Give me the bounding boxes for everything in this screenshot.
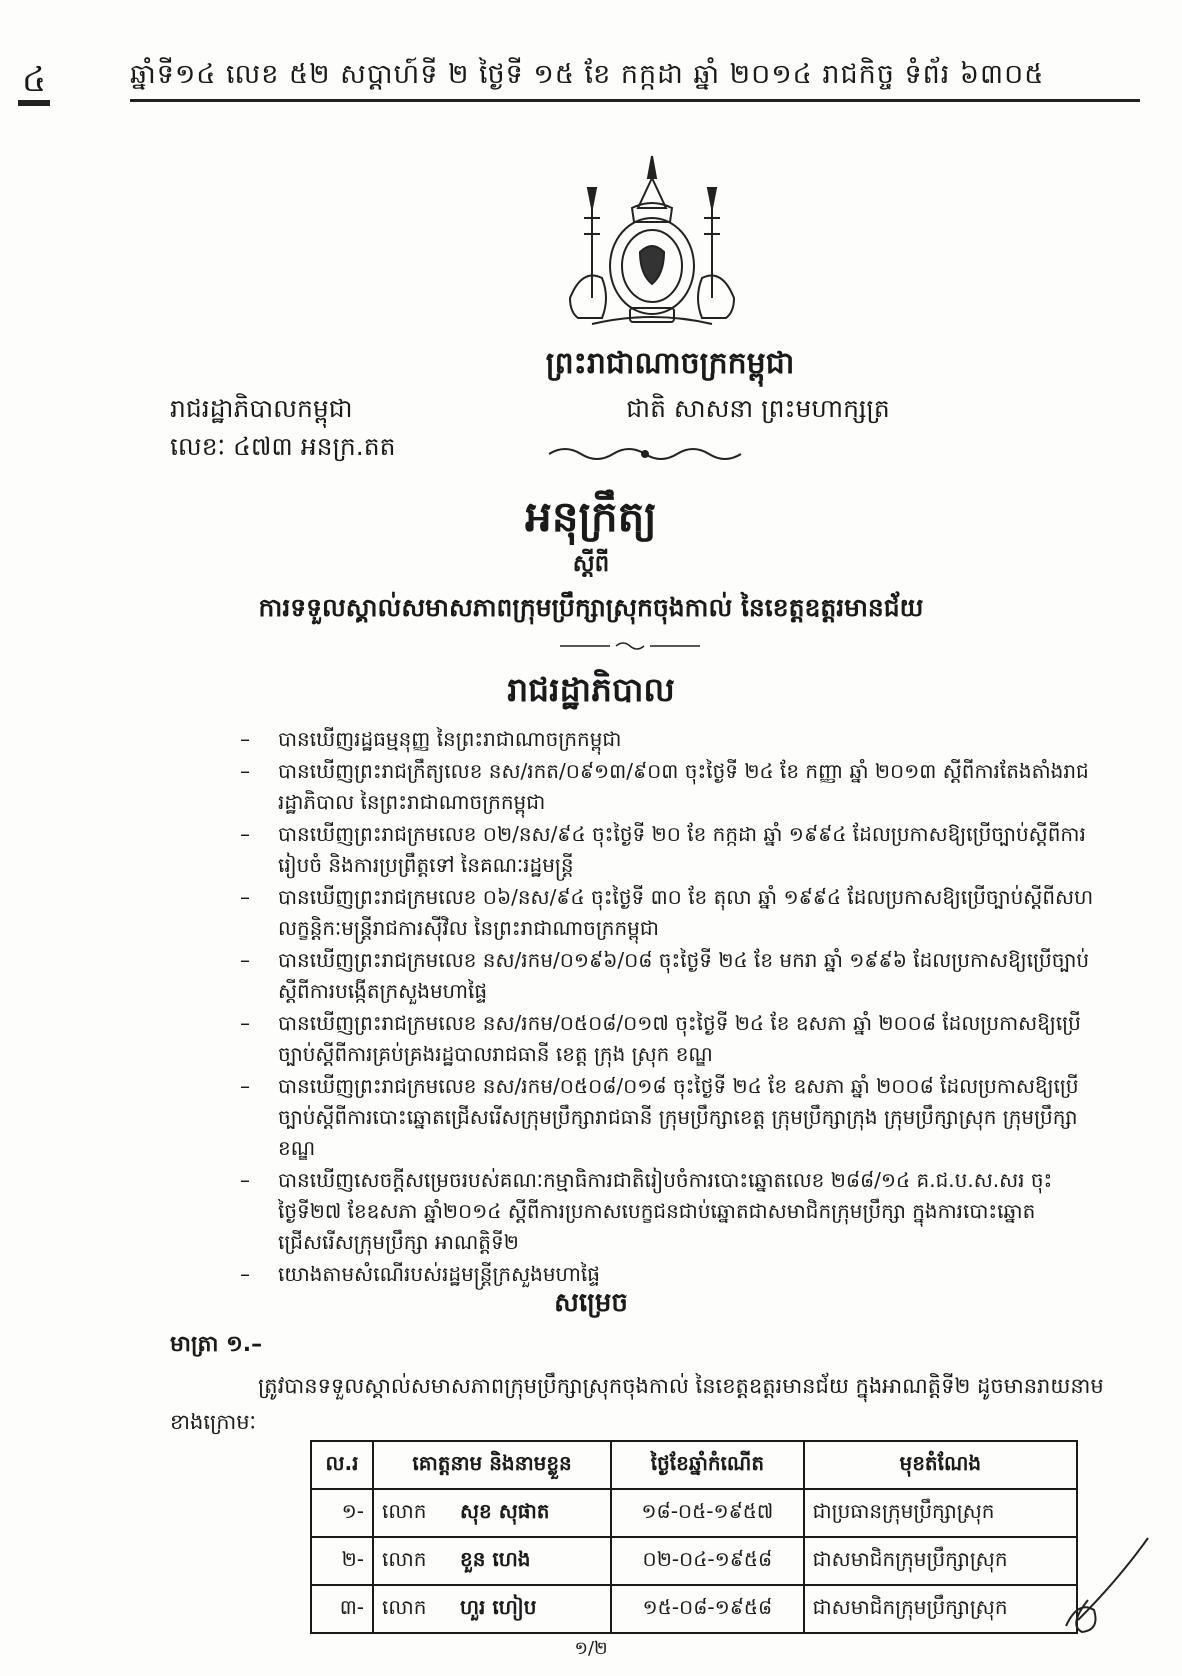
cell-role: ជាសមាជិកក្រុមប្រឹក្សាស្រុក: [804, 1585, 1077, 1633]
header-rule: [130, 99, 1140, 102]
members-table: [310, 1440, 1078, 1634]
decision-heading: សម្រេច: [554, 1288, 628, 1318]
cell-no: ៣-: [311, 1585, 373, 1633]
preamble-clause: – បានឃើញព្រះរាជក្រមលេខ ០២/នស/៩៤ ចុះថ្ងៃទី ២០ ខែ កក្កដា ឆ្នាំ ១៩៩៤ ដែលប្រកាសឱ្យប្រើច្បាប់ស្តីពីការរៀបចំ និងការប្រព្រឹត្តទៅ នៃគណៈរដ្ឋមន្ត្រី: [240, 822, 1086, 877]
page-marker-bar: [18, 100, 50, 106]
cell-no: ១-: [311, 1489, 373, 1537]
table-row: [311, 1585, 1077, 1633]
preamble-clause: – បានឃើញព្រះរាជក្រមលេខ ០៦/នស/៩៤ ចុះថ្ងៃទី ៣០ ខែ តុលា ឆ្នាំ ១៩៩៤ ដែលប្រកាសឱ្យប្រើច្បាប់ស្តីពីសហលក្ខន្តិកៈមន្ត្រីរាជការស៊ីវិល នៃព្រះរាជាណាចក្រកម្ពុជា: [240, 885, 1094, 940]
document-about: ស្តីពី: [572, 551, 610, 577]
cell-dob: ១៥-០៨-១៩៥៨: [611, 1585, 803, 1633]
preamble-clause: – យោងតាមសំណើរបស់រដ្ឋមន្ត្រីក្រសួងមហាផ្ទៃ: [240, 1262, 600, 1286]
article-text: ត្រូវបានទទួលស្គាល់សមាសភាពក្រុមប្រឹក្សាស្រុកចុងកាល់ នៃខេត្តឧត្តរមានជ័យ ក្នុងអាណត្តិទី២ ដូចមានរាយនាមខាងក្រោមៈ: [170, 1374, 1104, 1434]
article-label: មាត្រា ១.–: [170, 1332, 263, 1357]
reference-number: លេខៈ ៤៧៣ អនក្រ.តត: [170, 432, 396, 461]
cell-dob: ០២-០៤-១៩៥៨: [611, 1537, 803, 1585]
gazette-header: ឆ្នាំទី១៤ លេខ ៥២ សប្តាហ៍ទី ២ ថ្ងៃទី ១៥ ខែ កក្កដា ឆ្នាំ ២០១៤ រាជកិច្ច ទំព័រ ៦៣០៥: [130, 59, 1045, 90]
ornament-divider: [545, 440, 745, 466]
preamble-clause: – បានឃើញសេចក្តីសម្រេចរបស់គណៈកម្មាធិការជាតិរៀបចំការបោះឆ្នោតលេខ ២៨៨/១៤ គ.ជ.ប.ស.សរ ចុះថ្ងៃទី២៧ ខែឧសភា ឆ្នាំ២០១៤ ស្តីពីការប្រកាសបេក្ខជនជាប់ឆ្នោតជាសមាជិកក្រុមប្រឹក្សា ក្នុងការបោះឆ្នោតជ្រើសរើសក្រុមប្រឹក្សា អាណត្តិទី២: [240, 1168, 1053, 1254]
table-row: [311, 1537, 1077, 1585]
national-motto: ជាតិ សាសនា ព្រះមហាក្សត្រ: [626, 394, 890, 423]
preamble-clause: – បានឃើញព្រះរាជក្រមលេខ នស/រកម/០៥០៨/០១៧ ចុះថ្ងៃទី ២៤ ខែ ឧសភា ឆ្នាំ ២០០៨ ដែលប្រកាសឱ្យប្រើច្បាប់ស្តីពីការគ្រប់គ្រងរដ្ឋបាលរាជធានី ខេត្ត ក្រុង ស្រុក ខណ្ឌ: [240, 1011, 1081, 1066]
issuer-title: រាជរដ្ឋាភិបាល: [507, 670, 675, 709]
government-label: រាជរដ្ឋាភិបាលកម្ពុជា: [170, 394, 353, 423]
preamble-clause: – បានឃើញព្រះរាជក្រមលេខ នស/រកម/០៥០៨/០១៨ ចុះថ្ងៃទី ២៤ ខែ ឧសភា ឆ្នាំ ២០០៨ ដែលប្រកាសឱ្យប្រើច្បាប់ស្តីពីការបោះឆ្នោតជ្រើសរើសក្រុមប្រឹក្សារាជធានី ក្រុមប្រឹក្សាខេត្ត ក្រុមប្រឹក្សាក្រុង ក្រុមប្រឹក្សាស្រុក ក្រុមប្រឹក្សាខណ្ឌ: [240, 1074, 1079, 1160]
signature-mark-icon: [1048, 1530, 1158, 1640]
preamble-clause: – បានឃើញរដ្ឋធម្មនុញ្ញ នៃព្រះរាជាណាចក្រកម្ពុជា: [240, 727, 622, 751]
page-footer-number: ១/២: [574, 1638, 608, 1659]
cell-role: ជាប្រធានក្រុមប្រឹក្សាស្រុក: [804, 1489, 1077, 1537]
cell-no: ២-: [311, 1537, 373, 1585]
preamble-clause: – បានឃើញព្រះរាជក្រឹត្យលេខ នស/រកត/០៩១៣/៩០៣ ចុះថ្ងៃទី ២៤ ខែ កញ្ញា ឆ្នាំ ២០១៣ ស្តីពីការតែងតាំងរាជរដ្ឋាភិបាល នៃព្រះរាជាណាចក្រកម្ពុជា: [240, 759, 1089, 814]
document-type: អនុក្រឹត្យ: [525, 492, 657, 541]
small-divider: [560, 640, 700, 652]
cell-name: លោក ហួរ ហៀប: [373, 1585, 611, 1633]
preamble-list: [240, 724, 1100, 1291]
cell-name: លោក សុខ សុផាត: [373, 1489, 611, 1537]
col-header-name: គោត្តនាម និងនាមខ្លួន: [373, 1441, 611, 1489]
table-header-row: [311, 1441, 1077, 1489]
kingdom-title: ព្រះរាជាណាចក្រកម្ពុជា: [545, 346, 795, 381]
cell-dob: ១៨-០៥-១៩៥៧: [611, 1489, 803, 1537]
cell-role: ជាសមាជិកក្រុមប្រឹក្សាស្រុក: [804, 1537, 1077, 1585]
preamble-clause: – បានឃើញព្រះរាជក្រមលេខ នស/រកម/០១៩៦/០៨ ចុះថ្ងៃទី ២៤ ខែ មករា ឆ្នាំ ១៩៩៦ ដែលប្រកាសឱ្យប្រើច្បាប់ស្តីពីការបង្កើតក្រសួងមហាផ្ទៃ: [240, 948, 1090, 1003]
col-header-role: មុខតំណែង: [804, 1441, 1077, 1489]
royal-crest-icon: [552, 148, 752, 338]
cell-name: លោក ខួន ហេង: [373, 1537, 611, 1585]
table-row: [311, 1489, 1077, 1537]
document-subject: ការទទួលស្គាល់សមាសភាពក្រុមប្រឹក្សាស្រុកចុងកាល់ នៃខេត្តឧត្តរមានជ័យ: [258, 593, 924, 622]
page-marker: ៤: [22, 60, 47, 100]
col-header-no: ល.រ: [311, 1441, 373, 1489]
col-header-dob: ថ្ងៃខែឆ្នាំកំណើត: [611, 1441, 803, 1489]
